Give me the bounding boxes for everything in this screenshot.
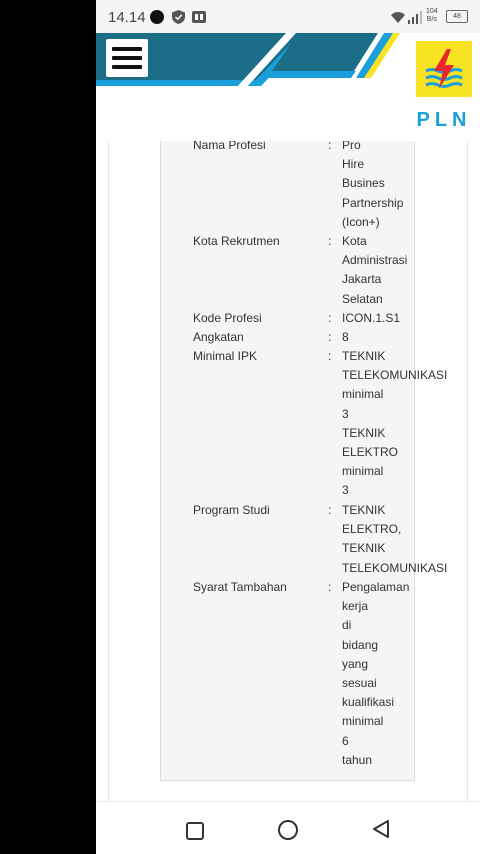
detail-value-line: TELEKOMUNIKASI	[342, 368, 448, 383]
detail-value-line: minimal	[342, 464, 384, 479]
detail-label: Angkatan	[193, 330, 244, 344]
detail-value-line: TEKNIK	[342, 503, 386, 517]
detail-value-line: bidang	[342, 637, 379, 652]
detail-value-line: yang	[342, 656, 369, 671]
detail-value-line: TEKNIK	[342, 541, 386, 556]
app-notification-icon	[192, 10, 206, 24]
detail-separator: :	[328, 349, 332, 363]
hamburger-menu-button[interactable]	[106, 39, 148, 77]
detail-value-line: tahun	[342, 752, 373, 767]
detail-separator: :	[328, 141, 332, 152]
detail-label: Kota Rekrutmen	[193, 234, 280, 248]
detail-separator: :	[328, 330, 332, 344]
network-speed-value: 104	[426, 8, 438, 15]
menu-icon	[112, 47, 142, 51]
detail-value-line: 6	[342, 733, 349, 748]
phone-screen	[96, 0, 480, 854]
menu-icon-bar	[112, 56, 142, 60]
detail-label: Kode Profesi	[193, 311, 262, 325]
detail-value-line: Busines	[342, 176, 385, 191]
menu-icon-bar	[112, 65, 142, 69]
notification-dot-icon	[150, 10, 164, 24]
detail-value-line: 8	[342, 330, 349, 344]
detail-label: Minimal IPK	[193, 349, 258, 363]
pln-logo-text: PLN	[416, 109, 472, 131]
detail-value	[342, 501, 448, 578]
detail-value-line: kerja	[342, 599, 369, 614]
wifi-icon	[390, 10, 406, 24]
detail-value-line: 3	[342, 483, 349, 498]
detail-value-line: ICON.1.S1	[342, 311, 401, 325]
detail-value-line: minimal	[342, 387, 384, 402]
detail-value-line: (Icon+)	[342, 214, 380, 229]
network-speed	[426, 8, 438, 24]
detail-value-line: TELEKOMUNIKASI	[342, 560, 448, 575]
detail-separator: :	[328, 234, 332, 248]
detail-value	[342, 347, 448, 501]
home-icon[interactable]	[278, 820, 298, 840]
status-bar	[96, 0, 480, 33]
detail-value	[342, 141, 442, 232]
app-header	[96, 33, 480, 142]
detail-label: Syarat Tambahan	[193, 580, 287, 594]
detail-separator: :	[328, 503, 332, 517]
status-time: 14.14	[108, 9, 146, 26]
detail-value-line: Pro	[342, 141, 361, 152]
recent-apps-icon[interactable]	[186, 822, 204, 840]
detail-value-line: Pengalaman	[342, 580, 410, 594]
detail-value-line: di	[342, 618, 352, 633]
detail-value-line: Kota	[342, 234, 367, 248]
detail-value-line: 3	[342, 406, 349, 421]
detail-value-line: ELEKTRO	[342, 445, 399, 460]
detail-value-line: Selatan	[342, 291, 383, 306]
pln-logo[interactable]	[414, 41, 474, 131]
detail-value-line: Partnership	[342, 195, 404, 210]
detail-value	[342, 232, 442, 309]
detail-value-line: kualifikasi	[342, 695, 395, 710]
detail-value-line: TEKNIK	[342, 349, 386, 363]
detail-value	[342, 578, 442, 770]
detail-value-line: sesuai	[342, 676, 377, 691]
detail-value-line: Jakarta	[342, 272, 382, 287]
battery-icon: 48	[446, 10, 468, 23]
detail-separator: :	[328, 580, 332, 594]
detail-value-line: TEKNIK	[342, 425, 386, 440]
pln-logo-mark	[416, 41, 472, 97]
detail-value	[342, 309, 442, 328]
back-icon[interactable]	[372, 819, 390, 839]
shield-icon	[172, 10, 185, 24]
network-speed-unit: B/s	[426, 16, 437, 23]
detail-label: Nama Profesi	[193, 141, 266, 152]
lightning-icon	[416, 41, 472, 97]
system-navigation-bar	[96, 801, 480, 854]
detail-value-line: Administrasi	[342, 253, 408, 268]
detail-value-line: minimal	[342, 714, 384, 729]
page-content	[96, 141, 480, 801]
detail-label: Program Studi	[193, 503, 270, 517]
detail-value-line: Hire	[342, 157, 365, 172]
detail-separator: :	[328, 311, 332, 325]
detail-value	[342, 328, 442, 347]
signal-icon	[408, 10, 422, 24]
detail-value-line: ELEKTRO,	[342, 522, 402, 537]
